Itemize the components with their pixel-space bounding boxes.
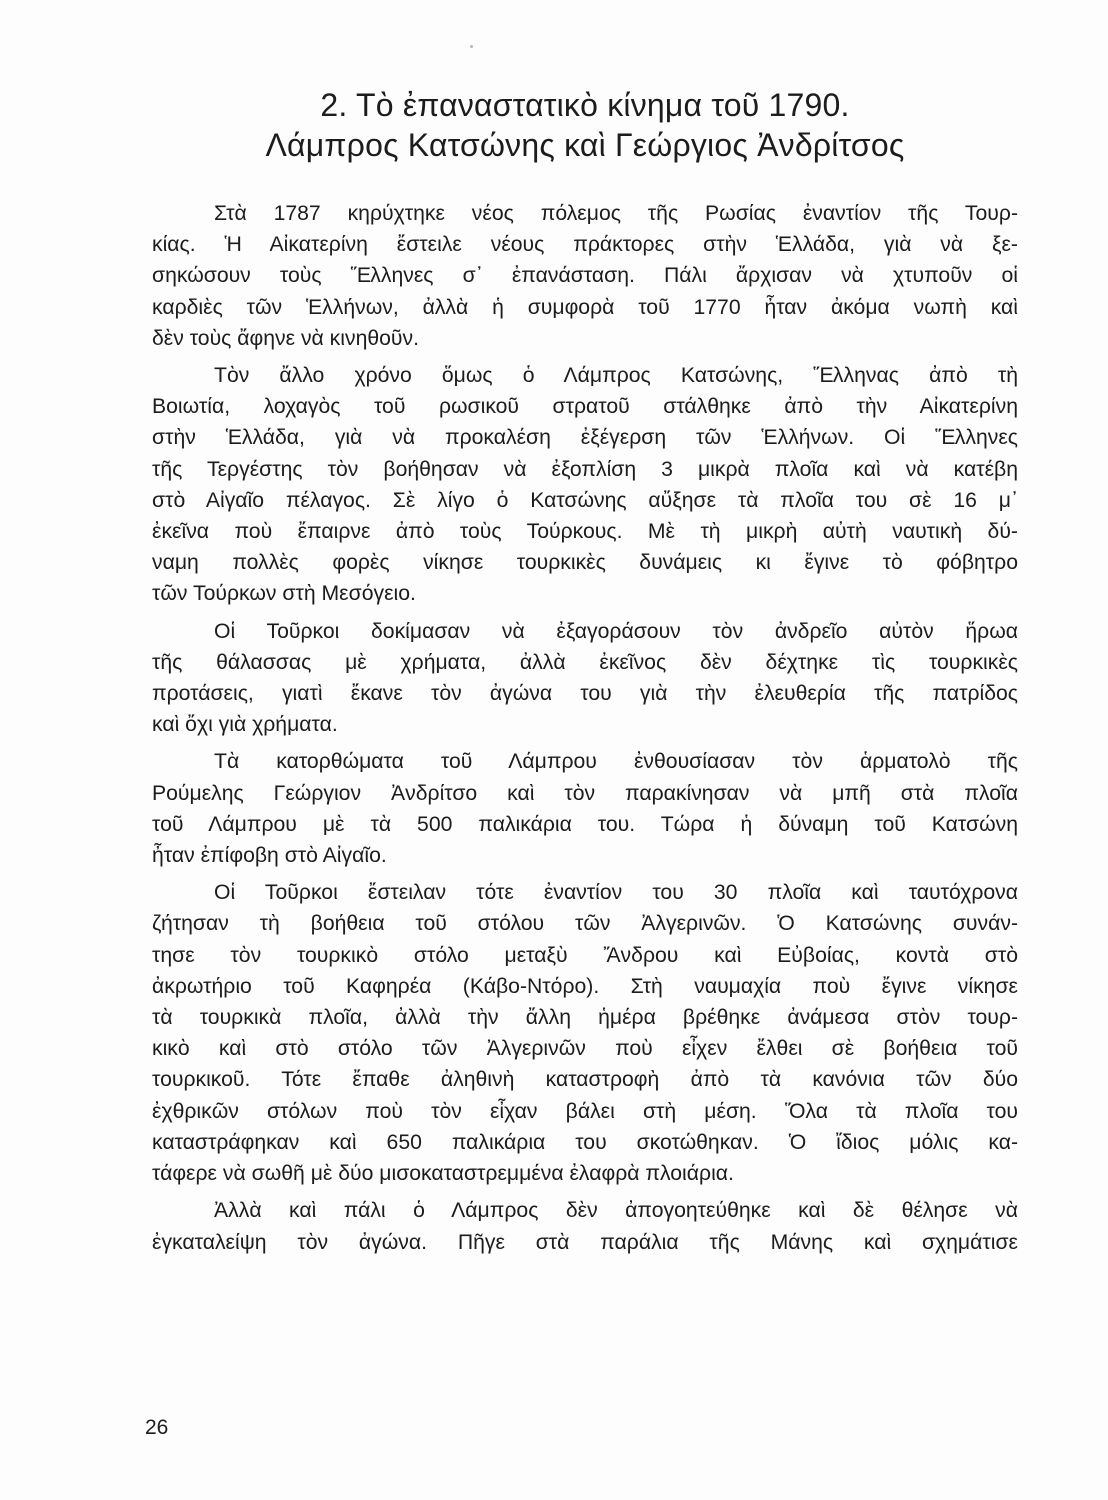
text-line: σηκώσουν τοὺς Ἕλληνες σ᾽ ἐπανάσταση. Πάλι ἄρχισαν νὰ χτυποῦν οἱ <box>152 264 1018 288</box>
text-line: τῶν Τούρκων στὴ Μεσόγειο. <box>152 582 416 606</box>
text-line: Τὸν ἄλλο χρόνο ὅμως ὁ Λάμπρος Κατσώνης, Ἕλληνας ἀπὸ τὴ <box>214 364 1018 388</box>
text-line: ἦταν ἐπίφοβη στὸ Αἰγαῖο. <box>152 844 387 868</box>
text-line: ζήτησαν τὴ βοήθεια τοῦ στόλου τῶν Ἀλγερινῶν. Ὁ Κατσώνης συνάν- <box>152 912 1018 936</box>
text-line: τάφερε νὰ σωθῆ μὲ δύο μισοκαταστρεμμένα ἐλαφρὰ πλοιάρια. <box>152 1162 734 1186</box>
text-line: ἐγκαταλείψη τὸν ἀγώνα. Πῆγε στὰ παράλια τῆς Μάνης καὶ σχημάτισε <box>152 1230 1018 1254</box>
text-line: ἀκρωτήριο τοῦ Καφηρέα (Κάβο-Ντόρο). Στὴ ναυμαχία ποὺ ἔγινε νίκησε <box>152 974 1018 998</box>
text-line: τῆς θάλασσας μὲ χρήματα, ἀλλὰ ἐκεῖνος δὲν δέχτηκε τὶς τουρκικὲς <box>152 650 1018 674</box>
chapter-title-line-1: 2. Τὸ ἐπαναστατικὸ κίνημα τοῦ 1790. <box>320 87 850 123</box>
text-line: τησε τὸν τουρκικὸ στόλο μεταξὺ Ἄνδρου καὶ Εὐβοίας, κοντὰ στὸ <box>152 943 1018 967</box>
text-line: προτάσεις, γιατὶ ἔκανε τὸν ἀγώνα του γιὰ τὴν ἐλευθερία τῆς πατρίδος <box>152 682 1018 706</box>
text-line: στὴν Ἑλλάδα, γιὰ νὰ προκαλέση ἐξέγερση τῶν Ἑλλήνων. Οἱ Ἕλληνες <box>152 426 1018 450</box>
text-line: ἐχθρικῶν στόλων ποὺ τὸν εἶχαν βάλει στὴ μέση. Ὅλα τὰ πλοῖα του <box>152 1099 1018 1123</box>
text-line: τῆς Τεργέστης τὸν βοήθησαν νὰ ἐξοπλίση 3 μικρὰ πλοῖα καὶ νὰ κατέβη <box>152 457 1018 481</box>
text-line: ἐκεῖνα ποὺ ἔπαιρνε ἀπὸ τοὺς Τούρκους. Μὲ τὴ μικρὴ αὐτὴ ναυτικὴ δύ- <box>152 520 1018 544</box>
text-line: Οἱ Τοῦρκοι ἔστειλαν τότε ἐναντίον του 30 πλοῖα καὶ ταυτόχρονα <box>214 881 1018 905</box>
text-line: καὶ ὄχι γιὰ χρήματα. <box>152 713 338 737</box>
text-line: δὲν τοὺς ἄφηνε νὰ κινηθοῦν. <box>152 326 419 350</box>
chapter-title-line-2: Λάμπρος Κατσώνης καὶ Γεώργιος Ἀνδρίτσος <box>265 127 905 163</box>
text-line: Ρούμελης Γεώργιον Ἀνδρίτσο καὶ τὸν παρακίνησαν νὰ μπῆ στὰ πλοῖα <box>152 781 1018 805</box>
paragraph-1 <box>152 198 1018 354</box>
text-line: ναμη πολλὲς φορὲς νίκησε τουρκικὲς δυνάμεις κι ἔγινε τὸ φόβητρο <box>152 551 1018 575</box>
body-text <box>152 198 1018 1264</box>
paragraph-3 <box>152 616 1018 741</box>
scan-speck <box>470 45 473 48</box>
text-line: τὰ τουρκικὰ πλοῖα, ἀλλὰ τὴν ἄλλη ἡμέρα βρέθηκε ἀνάμεσα στὸν τουρ- <box>152 1006 1018 1030</box>
paragraph-5 <box>152 877 1018 1189</box>
text-line: Οἱ Τοῦρκοι δοκίμασαν νὰ ἐξαγοράσουν τὸν ἀνδρεῖο αὐτὸν ἥρωα <box>214 619 1018 643</box>
paragraph-6 <box>152 1195 1018 1257</box>
text-line: στὸ Αἰγαῖο πέλαγος. Σὲ λίγο ὁ Κατσώνης αὔξησε τὰ πλοῖα του σὲ 16 μ᾽ <box>152 488 1018 512</box>
paragraph-2 <box>152 360 1018 610</box>
page-number: 26 <box>145 1416 169 1439</box>
text-line: Τὰ κατορθώματα τοῦ Λάμπρου ἐνθουσίασαν τὸν ἁρματολὸ τῆς <box>214 750 1018 774</box>
text-line: καρδιὲς τῶν Ἑλλήνων, ἀλλὰ ἡ συμφορὰ τοῦ 1770 ἦταν ἀκόμα νωπὴ καὶ <box>152 295 1018 319</box>
text-line: Ἀλλὰ καὶ πάλι ὁ Λάμπρος δὲν ἀπογοητεύθηκε καὶ δὲ θέλησε νὰ <box>214 1199 1018 1223</box>
text-line: καταστράφηκαν καὶ 650 παλικάρια του σκοτώθηκαν. Ὁ ἴδιος μόλις κα- <box>152 1130 1018 1154</box>
text-line: Βοιωτία, λοχαγὸς τοῦ ρωσικοῦ στρατοῦ στάλθηκε ἀπὸ τὴν Αἰκατερίνη <box>152 395 1018 419</box>
chapter-title <box>150 85 1020 165</box>
paragraph-4 <box>152 746 1018 871</box>
text-line: κίας. Ἡ Αἰκατερίνη ἔστειλε νέους πράκτορες στὴν Ἑλλάδα, γιὰ νὰ ξε- <box>152 233 1018 257</box>
text-line: Στὰ 1787 κηρύχτηκε νέος πόλεμος τῆς Ρωσίας ἐναντίον τῆς Τουρ- <box>214 202 1018 225</box>
text-line: τουρκικοῦ. Τότε ἔπαθε ἀληθινὴ καταστροφὴ ἀπὸ τὰ κανόνια τῶν δύο <box>152 1068 1018 1092</box>
text-line: κικὸ καὶ στὸ στόλο τῶν Ἀλγερινῶν ποὺ εἶχεν ἔλθει σὲ βοήθεια τοῦ <box>152 1037 1018 1061</box>
text-line: τοῦ Λάμπρου μὲ τὰ 500 παλικάρια του. Τώρα ἡ δύναμη τοῦ Κατσώνη <box>152 812 1018 836</box>
